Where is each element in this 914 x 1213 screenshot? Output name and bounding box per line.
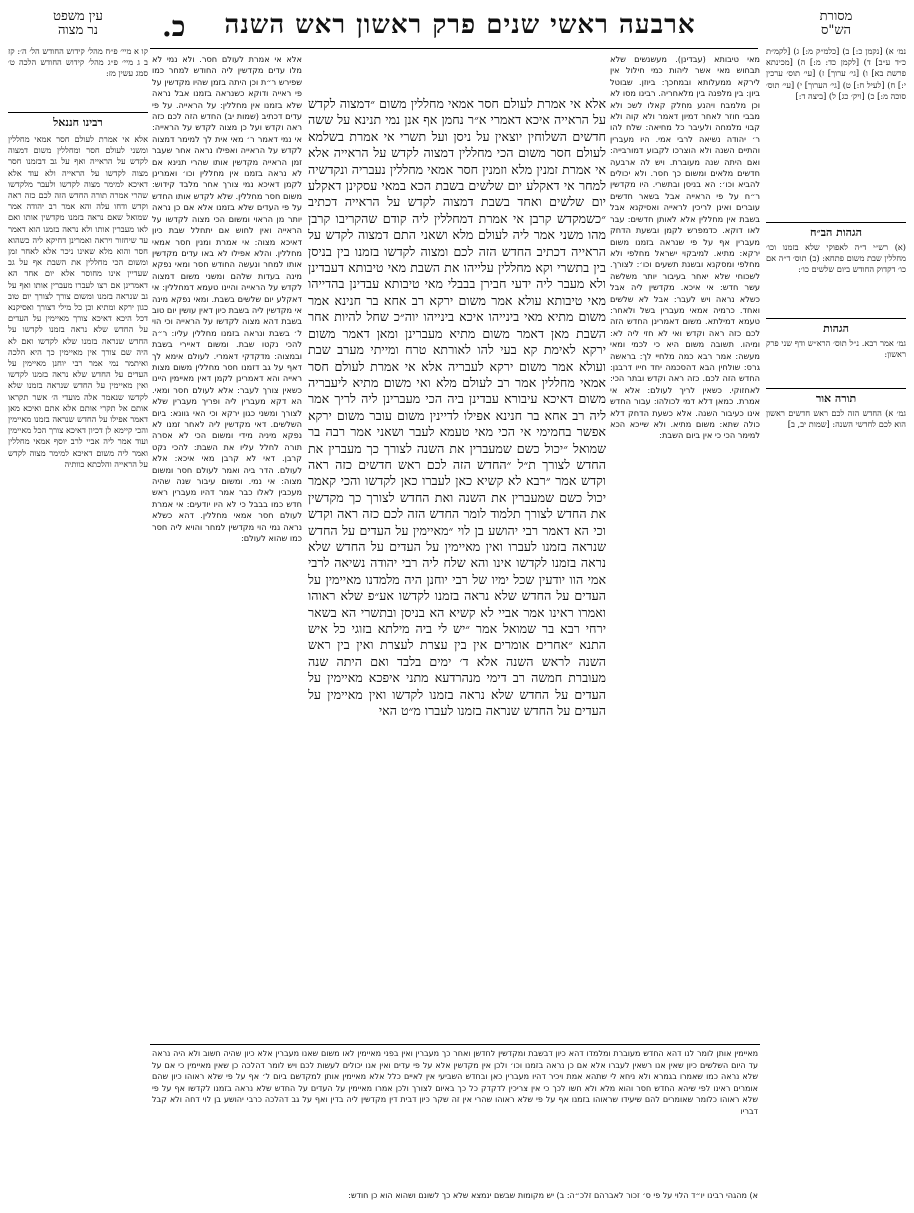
- footnote-text: מאיימין אותן לומר לנו דהא החדש מעוברת ומלמדו דהא כיון דבשבת ומקדשין לחדשן ואחר כך מעברין ואין בפני מאיימין לאו משום שאנו מעברין אלא כיון שהיה חשוב ולא היה נראה עד היום השלשים כיון שאין אנו רשאין לעברו אלא אם כן נראה בזמנו וכו׳ ולכן אין מקדשין אלא על פי עדים ואין אנו יכולים לעשות לכם ויש לומר דהלכה כן שאין מאיימין כי אם על שלא נראה כמו שאמרו בגמרא ולא ניחא לי שתהא אמת ויכיר דהיו מעברין כאן ובחדש השביעי אין לאיים כלל אלא מאיימין אותן למקדשם ביום ל׳ אף על פי שלא ראוהו כיון שהם אומרים ראינו לפי שיהא החדש חסר והוא מלא ולא חשו לכך כי אין צריכין לדקדק כל כך באיום לצורך ולכן אמרו מאיימין על העדים על החדש שלא נראה בזמנו לקדשו אף על פי שלא ראוהו כלומר שאומרים להם שיעידו שראוהו בזמנו אף על פי שלא ראוהו שהרי אין זה שקר כיון דבית דין מקדשין ליה בדין ואף על גב דהלכה כרבי יהושע בן לוי דחה ולא קבל דבריו: [152, 1049, 758, 1116]
- masoret-hashas-text: נמ׳ א) [נקמן כ:] ב) [כלמ״ק מ:] ג) [לקמ״ת כ״ד ע״ב] ד) [לקמן כד: מ:] ה) [מכינתא פרשת בא] ו) [גי׳ ערוך] ז) [עי׳ תוס׳ ערכין י:] ח) [לעיל ח:] ט) [גי׳ הערוך] י) [עי׳ תוס׳ סוכה מ:] כ) [ויק׳ כג] ל) [ביצה ד:]: [766, 46, 906, 101]
- margin-rule: [766, 318, 906, 319]
- ein-mishpat-label: עין משפט נר מצוה: [53, 9, 103, 38]
- margin-rule: [8, 112, 148, 113]
- hagahot-heading: הגהות: [823, 322, 849, 335]
- footnote-rule: [150, 1044, 760, 1045]
- torah-or-text: גמ׳ א) החדש הזה לכם ראש חדשים ראשון הוא לכם לחדשי השנה: [שמות יב, ב]: [766, 408, 906, 430]
- ein-mishpat-text: קו א מיי׳ פ״ח מהל׳ קידוש החודש הל׳ ה׳: קז ב ג מיי׳ פ״ג מהל׳ קידוש החודש הלכה ט׳ סמג עשין מז:: [8, 46, 148, 79]
- rabbenu-hananel-heading: רבינו חננאל: [53, 116, 103, 129]
- rabbenu-hananel-text: אלא אי אמרת לעולם חסר אמאי מחללין ומשני לעולם חסר ומחללין משום דמצוה לקדש על הראייה ואף על גב דבזמנו חסר מצוה לקדשו על הראייה ולא עוד אלא דאיכא למימר מצוה לקדשו ולעבר מלקדשו שהרי אמרה תורה החדש הזה לכם כזה ראה וקדש ודחו עלה והא אמר רב יהודה אמר שמואל שאם נראה בזמנו מקדשין אותו ואם לאו מעברין אותו ולא נראה בזמנו הוא דאמר עד שיחזור ויראה ואמרינן דחיקא ליה כשהוא חסר והוא מלא שאינו ניכר אלא לאחר זמן ומשום הכי מחללין את השבת אף על גב שעדיין אינו מחוסר אלא יום אחד הא דאמרינן אם רצו לעברו מעברין אותו ואף על גב שנראה בזמנו ומשום צורך לצורך יום טוב כגון ירקא ומתיא וכן כל מילי דצורך ואסיקנא דכל היכא דאיכא צורך מאיימין על העדים על החדש שלא נראה בזמנו לקדשו על החדש שנראה בזמנו שלא לקדשו ואם לא היה שם צורך אין מאיימין כך היא הלכה ואיתמר נמי אמר רבי יוחנן מאיימין על העדים על החדש שלא נראה בזמנו לקדשו ואין מאיימין על החדש שנראה בזמנו שלא לקדשו שנאמר אלה מועדי ה׳ אשר תקראו אותם אל תקרי אותם אלא אתם ואיכא מאן דאמר אפילו על החדש שנראה בזמנו מאיימין והכי קיימא לן דכיון דאיכא צורך הכל מאיימין ועוד אמר ליה אביי לרב יוסף אמאי מחללין ואמר ליה משום דאיכא למימר מצוה לקדש על הראייה והלכתא כוותיה: [8, 134, 148, 469]
- tosafot-commentary: אלא אי אמרת לעולם חסר. ולא נמי לא מלו עדים מקדשין ליה החודש למחר כמו שפירש ר״ת וכן היתה בזמן שהיו מקדשין על פי ראייה ודוקא כשנראה בזמנו אבל נראה שלא בזמנו אין מחללין: על הראייה. על פי עדים דכתיב (שמות יב) החדש הזה לכם כזה ראה וקדש ועל כן מצוה לקדש על הראייה: אי נמי דאמר ר׳ מאי אית לך למימר דמצוה לקדש על הראייה ואפילו נראה אחר שעבר זמן הראייה מקדשין אותו שהרי תנינא אם לא נראה בזמנו אין מחללין וכו׳ ואמרינן לקמן דאיכא נמי צורך אחר מלבד קידוש: משום חסר מחללין. שלא לקדש אותו החדש על פי העדים שלא בזמנו אלא אם כן נראה יותר מן הראוי ומשום הכי מצוה לקדשו על הראייה ואין לחוש אם יתחלל שבת כיון דאיכא מצוה: אי אמרת ומנין חסר אמאי מחללין. והלא אפילו לא באו עדים מקדשין אותו למחר ונעשה החודש חסר ומאי נפקא מינה בעדות שלהם ומשני משום דמצוה לקדש על הראייה והיינו טעמא דמחללין: אי דאקלע יום שלשים בשבת. ומאי נפקא מינה אי מקדשין ליה בשבת כיון דאין עושין יום טוב בשבת דהא מצוה לקדשו על הראייה וכי הוי ל׳ בשבת ונראה בזמנו מחללין עליו: ר״ה להכי נקטו שבת. ומשום דאיירי בשבת ובמצוה: מדקדקי דאמרי. לעולם אימא לך דאף על גב דזמנו חסר מחללין משום מצות ראייה והא דאמרינן לקמן דאין מאיימין היינו כשאין צורך לעבר: אלא לעולם חסר ומאי. הא דקא מעברין ליה ופריך מעברין שלא לצורך ומשני כגון ירקא וכי האי גוונא: ביום השלשים. דאי מקדשין ליה לאחר זמנו לא נפקא מיניה מידי ומשום הכי לא אסרה תורה לחלל עליו את השבת: להכי נקט קרבן. דאי לא קרבן מאי איכא: אלא לעולם. הדר ביה ואמר לעולם חסר ומשום מצוה: אי נמי. ומשום עיבור שנה שהיה מעכבין לאלו כבר אמר דהיו מעברין ראש חדש כמו בבבל כי לא היו יודעים: אי אמרת לעולם חסר אמאי מחללין. דהא כשלא נראה נמי הוי מקדשין למחר והויא ליה חסר כמו שהוא לעולם:: [152, 54, 302, 544]
- header-rule: [150, 48, 758, 49]
- page-header: [150, 8, 760, 48]
- hagahot-bach-text: (א) רש״י ד״ה לאפוקי שלא בזמנו וכו׳ מחללין שבת משום פתחא: (ב) תוס׳ ד״ה אם כו׳ דקדוק החודש ביום שלשים כו׳:: [766, 242, 906, 275]
- gemara-text: אלא אי אמרת לעולם חסר אמאי מחללין משום ״דמצוה לקדש על הראייה איכא דאמרי א״ר נחמן אף אנן נמי תנינא על ששה חדשים השלוחין יוצאין על ניסן ועל תשרי אי אמרת בשלמא לעולם חסר משום הכי מחללין דמצוה לקדש על הראייה אלא אי אמרת זמנין מלא וזמנין חסר אמאי מחללין נעבריה ונקדשיה למחר אי דאקלע יום שלשים בשבת הכא במאי עסקינן דאקלע יום שלשים ואחד בשבת דמצוה לקדש על הראייה דכתיב ״כשמקדש קרבן אי אמרת דמחללין ליה קודם שהקריבו קרבן מהו משני אמר ליה לעולם מלא ושאני התם דמצוה לקדש על הראייה דכתיב החדש הזה לכם ומצוה לקדשו בזמנו בין בניסן בין בתשרי וקא מחללין עלייהו את השבת מאי טיבותא דעבדינן ולא מעבר ליה ידעי חבירן בבבלי מאי טיבותא עבדינן בהדייהו מאי טיבותא עולא אמר משום ירקא רב אחא בר חנינא אמר משום מתיא מאי בינייהו איכא בינייהו יוה״כ שחל להיות אחר השבת מאן דאמר משום מתיא מעברינן ומאן דאמר משום ירקא לאימת קא בעי להו לאורתא טרח ומייתי מערב שבת ועולא אמר משום ירקא לעבריה אלא אי אמרת לעולם חסר אמאי מחללין אמר רב לעולם מלא ואי משום מתיא ליעבריה משום דאיכא עיבורא עבדינן ביה הכי מעברינן ליה לריך אמר ליה רב אחא בר חנינא אפילו לדיינין משום עובר משום ירקא אפשר בחמימי אי הכי מאי טעמא לעבר ושאני אמר רבה בר שמואל ״יכול כשם שמעברין את השנה לצורך כך מעברין את החדש לצורך ת״ל ״החדש הזה לכם ראש חדשים כזה ראה וקדש אמר ״רבא לא קשיא כאן לעברו כאן לקדשו והכי קאמר יכול כשם שמעברין את השנה ואת החדש לצורך כך מקדשין את החדש לצורך תלמוד לומר החדש הזה לכם כזה ראה וקדש וכי הא דאמר רבי יהושע בן לוי ״מאיימין על העדים על החדש שנראה בזמנו לעברו ואין מאיימין על העדים על החדש שלא נראה בזמנו לקדשו אינו והא שלח ליה רבי יהודה נשיאה לרבי אמי הוו יודעין שכל ימיו של רבי יוחנן היה מלמדנו מאיימין על העדים על החדש שלא נראה בזמנו לקדשו אע״פ שלא ראוהו ואמרו ראינו אמר אביי לא קשיא הא בניסן ובתשרי הא בשאר ירחי רבא בר שמואל אמר ״יש לי ביה מילתא בזוגי כל איש התנא ״אחרים אומרים אין בין עצרת לעצרת ואין בין ראש השנה לראש השנה אלא ד׳ ימים בלבד ואם היתה שנה מעוברת חמשה רב דימי מנהרדעא מתני איפכא מאיימין על העדים על החדש שלא נראה בזמנו לקדשו ואין מאיימין על העדים על החדש שנראה בזמנו לעברו מ״ט האי: [308, 96, 606, 719]
- torah-or-heading: תורה אור: [815, 392, 857, 405]
- hagahot-bach-heading: הגהות הב״ח: [810, 226, 862, 239]
- rashi-commentary: מאי טיבותא (עבדינן). מעשנשים שלא תבחוש מאי אשר ליהות כמי חילול אין לירקא ממעלותא ובמחכך: ביוזן. שבוטל ביון: בין מלפנה בין מלאחריה. רבינו מסו לא וכן מלמבח ויהנע מחלק קאלו לשכ ולא מבבי חוזר לאחר דמיון דאמר ולא קוה ולא קבוי מלמחה ולעיבר כל מחיאה: שלח להו ר׳ יהודה נשיאה לרבי אמי. היו מעברין והתיים השנה ולא הוצרכו לקבוע דמורבייה: ואם היתה שנה מעוברת. ויש לה ארבעה חדשים מלאים ומשום כך חסר. ולא יכולים להביא וכו׳: הא בניסן ובתשרי. היו מקדשין ר״ח על פי הראייה אבל בשאר חדשים עוברים ואינן לריכין לראייה ואסיקנא אבל בשבת אין מחללין אלא לאותן חדשים: עבר לאו דוקא. כדמפרש לקמן ובשעת הדחק מעברין אף על פי שנראה בזמנו משום ירקא: מתיא. למיבקוי ישראל מחלפי ולא מחלפי ומסקנא ובשנת תשעים וכו׳: לצורך. לשכוחי שלא יאחר בעיבור יותר משלשה עשר חדש: אי איכא. מקדשין ליה אבל כשלא נראה ויש לעבר: אבל לא שלשים ואחד. כרמיה אמאי מעברין בשל ולאחר: טעמא דמילתא. משום דאמרינן החדש הזה לכם כזה ראה וקדש ואי לא חזי ליה לא: ומיהו. תשובה משום היא כי לכמי ומאי מעשה: אמר רבא כמה מלחיי לך: בראשה גרס: שולחין הבא דהסכמה יחד חייו דרבנן: החדש הזה לכם. כזה ראה וקדש ובתר הכי: לאחזוקי. כשאין לריך לעולם: אלא אי אמרת. כמאן דלא דמי לכולהו: עבור החדש אינו כעיבור השנה. אלא כשעת הדחק דלא כולה שתא: משום מתיא. ולא שייכא הכא למימר הכי כי אין ביום השבת:: [610, 54, 760, 441]
- page-number: כ.: [162, 10, 186, 43]
- page-title: ארבעה ראשי שנים פרק ראשון ראש השנה: [224, 10, 696, 40]
- margin-rule: [766, 388, 906, 389]
- hagahot-text: גמ׳ אמר רבא. נ״ל תוס׳ הרא״ש ודף שני פרק ראשון:: [766, 338, 906, 360]
- margin-rule: [766, 222, 906, 223]
- printer-note: א) מהגהי רבינו יו״ד הלוי על פי ס׳ זכור לאברהם זלכ״ה: ב) יש מקומות שבשם ינמצא שלא כך לשונם ושהוא הוא כן חודש:: [348, 1191, 758, 1200]
- masoret-label: מסורת הש"ס: [819, 9, 853, 38]
